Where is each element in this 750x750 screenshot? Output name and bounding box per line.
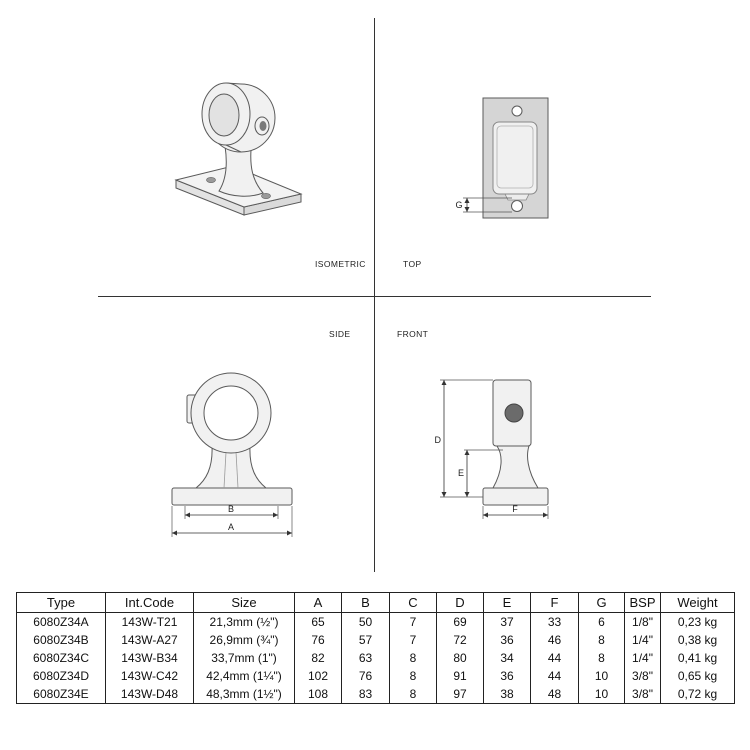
cell-e: 36 [484, 667, 531, 685]
cell-type: 6080Z34B [33, 633, 89, 647]
ring-bore [204, 386, 258, 440]
cell-b: 83 [342, 685, 390, 704]
table-header-row [17, 593, 735, 613]
mounting-hole [512, 106, 522, 116]
top-view [455, 98, 548, 218]
cell-bsp: 1/4" [625, 649, 661, 667]
cell-f: 48 [531, 685, 579, 704]
dimension-label-f: F [512, 504, 518, 514]
view-label-front: FRONT [397, 329, 429, 339]
cell-weight: 0,23 kg [661, 613, 735, 632]
set-screw-hole [260, 121, 267, 131]
column-header-size: Size [194, 593, 295, 613]
base-plate [483, 488, 548, 505]
cell-e: 36 [484, 631, 531, 649]
side-view [172, 373, 292, 537]
cell-weight: 0,38 kg [661, 631, 735, 649]
cell-f: 46 [531, 631, 579, 649]
cell-int-code: 143W-D48 [106, 685, 194, 704]
column-header-e: E [484, 593, 531, 613]
ring-outline [493, 122, 537, 194]
cell-int-code: 143W-C42 [106, 667, 194, 685]
cell-b: 76 [342, 667, 390, 685]
cell-g: 6 [579, 613, 625, 632]
cell-e: 34 [484, 649, 531, 667]
column-header-a: A [295, 593, 342, 613]
cell-bsp: 1/8" [625, 613, 661, 632]
cell-size: 33,7mm (1") [194, 649, 295, 667]
cell-weight: 0,72 kg [661, 685, 735, 704]
column-header-weight: Weight [661, 593, 735, 613]
mounting-hole [207, 177, 216, 182]
column-header-b: B [342, 593, 390, 613]
cell-g: 10 [579, 667, 625, 685]
table-row [17, 685, 735, 704]
view-label-top: TOP [403, 259, 422, 269]
table-row [17, 667, 735, 685]
cell-type: 6080Z34E [33, 687, 89, 701]
cell-d: 97 [437, 685, 484, 704]
cell-g: 8 [579, 631, 625, 649]
cell-d: 80 [437, 649, 484, 667]
cell-c: 7 [390, 631, 437, 649]
column-header-f: F [531, 593, 579, 613]
column-header-d: D [437, 593, 484, 613]
cell-f: 44 [531, 667, 579, 685]
cell-b: 63 [342, 649, 390, 667]
cell-bsp: 3/8" [625, 667, 661, 685]
cell-bsp: 1/4" [625, 631, 661, 649]
cell-e: 38 [484, 685, 531, 704]
table-row [17, 613, 735, 632]
mounting-hole [262, 193, 271, 198]
cell-e: 37 [484, 613, 531, 632]
cell-c: 8 [390, 667, 437, 685]
dimension-label-b: B [227, 504, 235, 514]
cell-a: 65 [295, 613, 342, 632]
cell-a: 82 [295, 649, 342, 667]
base-plate [172, 488, 292, 505]
cell-d: 69 [437, 613, 484, 632]
stem-foot [505, 194, 529, 200]
cell-g: 8 [579, 649, 625, 667]
table-row [17, 631, 735, 649]
dimension-label-a: A [227, 522, 235, 532]
mounting-hole [512, 201, 523, 212]
column-header-g: G [579, 593, 625, 613]
cell-size: 26,9mm (¾") [194, 631, 295, 649]
cell-f: 33 [531, 613, 579, 632]
cell-weight: 0,41 kg [661, 649, 735, 667]
column-header-type: Type [17, 593, 106, 613]
dimension-label-d: D [434, 435, 441, 445]
cell-a: 76 [295, 631, 342, 649]
table-row [17, 649, 735, 667]
column-header-int-code: Int.Code [106, 593, 194, 613]
cell-d: 72 [437, 631, 484, 649]
column-header-bsp: BSP [625, 593, 661, 613]
cell-size: 48,3mm (1½") [194, 685, 295, 704]
stem [493, 446, 538, 488]
cell-int-code: 143W-B34 [106, 649, 194, 667]
cell-weight: 0,65 kg [661, 667, 735, 685]
specification-table [16, 592, 735, 704]
view-label-isometric: ISOMETRIC [315, 259, 366, 269]
front-view [435, 380, 549, 519]
cell-a: 102 [295, 667, 342, 685]
cell-c: 7 [390, 613, 437, 632]
cell-int-code: 143W-T21 [106, 613, 194, 632]
cell-f: 44 [531, 649, 579, 667]
cell-g: 10 [579, 685, 625, 704]
cell-c: 8 [390, 685, 437, 704]
isometric-view [176, 83, 301, 215]
cell-c: 8 [390, 649, 437, 667]
stem [219, 146, 263, 196]
column-header-c: C [390, 593, 437, 613]
cell-bsp: 3/8" [625, 685, 661, 704]
cell-d: 91 [437, 667, 484, 685]
view-label-side: SIDE [329, 329, 351, 339]
cell-a: 108 [295, 685, 342, 704]
cell-b: 57 [342, 631, 390, 649]
ring-bore [209, 94, 239, 136]
cell-type: 6080Z34D [32, 669, 90, 683]
cell-b: 50 [342, 613, 390, 632]
dimension-label-e: E [457, 468, 464, 478]
cell-type: 6080Z34A [33, 615, 89, 629]
set-screw-hole [505, 404, 523, 422]
cell-size: 42,4mm (1¼") [194, 667, 295, 685]
table-body [17, 613, 735, 704]
cell-size: 21,3mm (½") [194, 613, 295, 632]
cell-type: 6080Z34C [32, 651, 90, 665]
dimension-label-g: G [455, 200, 463, 210]
cell-int-code: 143W-A27 [106, 631, 194, 649]
